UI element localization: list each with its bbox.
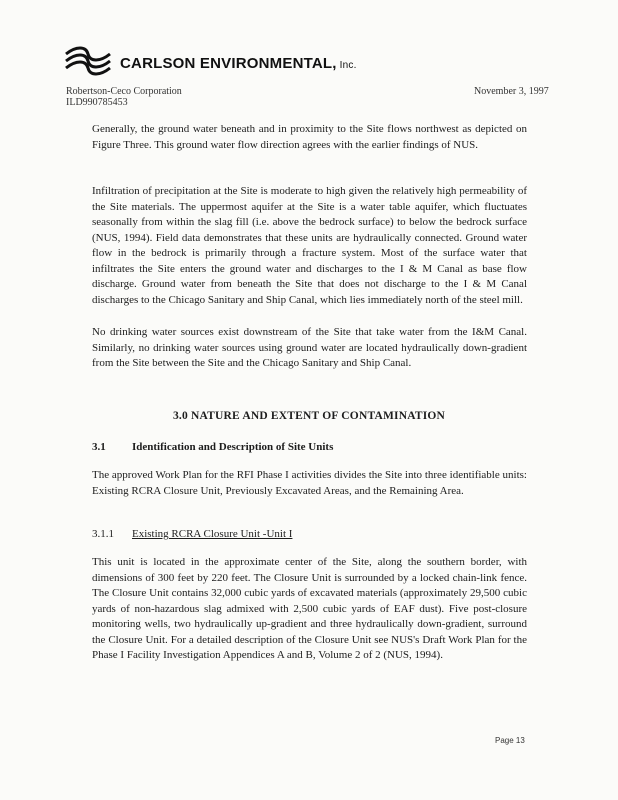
page-number: Page 13 (495, 736, 525, 745)
client-block (66, 86, 182, 108)
client-id: ILD990785453 (66, 97, 128, 108)
paragraph-work-plan: The approved Work Plan for the RFI Phase I activities divides the Site into three identifiable units: Existing RCRA Closure Unit, Previously Excavated Areas, and the Remaining Area. (92, 469, 527, 497)
company-suffix: Inc. (339, 60, 357, 71)
subsection-3-1-1-heading (92, 528, 292, 540)
paragraph-drinking-water: No drinking water sources exist downstream of the Site that take water from the I&M Canal. Similarly, no drinking water sources using ground water are located hydraulically down-gradient from the Site between the Site and the Chicago Sanitary and Ship Canal. (92, 326, 527, 369)
subsection-title: Existing RCRA Closure Unit -Unit I (132, 528, 293, 540)
paragraph-infiltration: Infiltration of precipitation at the Site is moderate to high given the relatively high permeability of the Site materials. The uppermost aquifer at the Site is a water table aquifer, which fluctuates seasonally from within the slag fill (i.e. above the bedrock surface) to below the bedrock surface (NUS, 1994). Field data demonstrates that these units are hydraulically connected. Ground water flow in the bedrock is primarily through a fracture system. Most of the surface water that infiltrates the Site enters the ground water and discharges to the I & M Canal as base flow discharge. Ground water from beneath the Site that does not discharge to the I & M Canal discharges to the Chicago Sanitary and Ship Canal, which lies immediately north of the steel mill. (92, 185, 527, 306)
subsection-3-1-heading (92, 441, 333, 453)
subsection-title: Identification and Description of Site Units (132, 441, 334, 453)
client-name: Robertson-Ceco Corporation (66, 86, 182, 97)
carlson-logo-icon (62, 44, 114, 78)
section-heading: 3.0 NATURE AND EXTENT OF CONTAMINATION (172, 410, 446, 422)
document-date: November 3, 1997 (474, 86, 549, 97)
paragraph-closure-unit: This unit is located in the approximate center of the Site, along the southern border, with dimensions of 300 feet by 220 feet. The Closure Unit is surrounded by a locked chain-link fence. The Closure Unit contains 32,000 cubic yards of excavated materials (approximately 29,500 cubic yards of non-hazardous slag admixed with 2,500 cubic yards of EAF dust). Five post-closure monitoring wells, two hydraulically up-gradient and three hydraulically down-gradient, surround the Closure Unit. For a detailed description of the Closure Unit see NUS's Draft Work Plan for the Phase I Facility Investigation Appendices A and B, Volume 2 of 2 (NUS, 1994). (92, 556, 527, 661)
subsection-number: 3.1 (92, 441, 106, 453)
company-name (120, 55, 357, 72)
paragraph-flow-direction: Generally, the ground water beneath and in proximity to the Site flows northwest as depicted on Figure Three. This ground water flow direction agrees with the earlier findings of NUS. (92, 123, 527, 151)
subsection-number: 3.1.1 (92, 528, 114, 540)
company-name-text: CARLSON ENVIRONMENTAL, (120, 55, 337, 72)
